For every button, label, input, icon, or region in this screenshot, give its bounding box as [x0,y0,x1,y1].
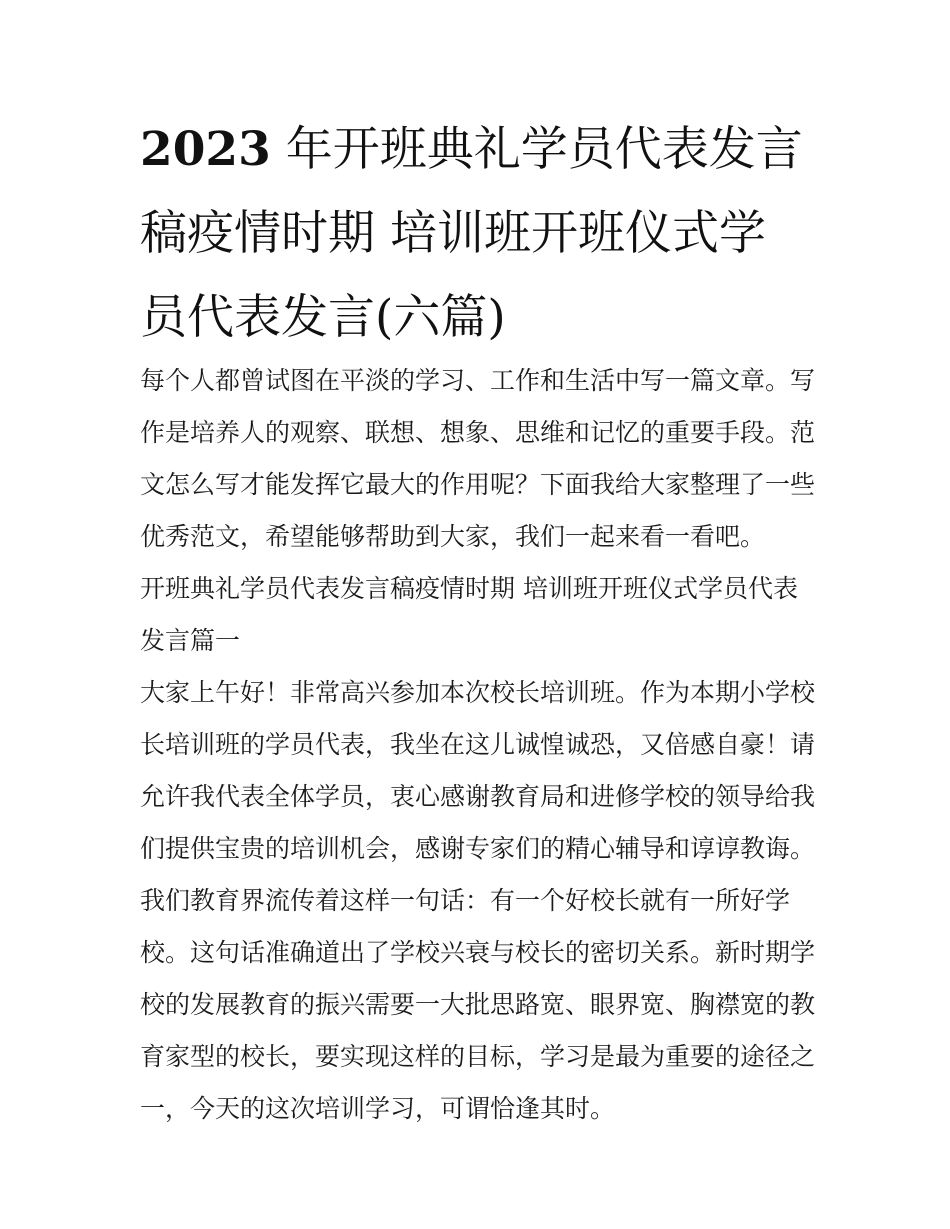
body-paragraph-1: 大家上午好！非常高兴参加本次校长培训班。作为本期小学校长培训班的学员代表，我坐在这儿诚惶诚恐，又倍感自豪！请允许我代表全体学员，衷心感谢教育局和进修学校的领导给我们提供宝贵的培训机会，感谢专家们的精心辅导和谆谆教诲。 [140,678,816,863]
intro-paragraph: 每个人都曾试图在平淡的学习、工作和生活中写一篇文章。写作是培养人的观察、联想、想象、思维和记忆的重要手段。范文怎么写才能发挥它最大的作用呢？下面我给大家整理了一些优秀范文，希望能够帮助到大家，我们一起来看一看吧。 [140,366,816,551]
document-title [140,108,820,360]
body-paragraph-2: 我们教育界流传着这样一句话：有一个好校长就有一所好学校。这句话准确道出了学校兴衰与校长的密切关系。新时期学校的发展教育的振兴需要一大批思路宽、眼界宽、胸襟宽的教育家型的校长，要实现这样的目标，学习是最为重要的途径之一，今天的这次培训学习，可谓恰逢其时。 [140,886,816,1123]
section-heading: 开班典礼学员代表发言稿疫情时期 培训班开班仪式学员代表发言篇一 [140,574,798,655]
title-line-3: 员代表发言(六篇) [140,290,506,345]
title-line-1: 2023 年开班典礼学员代表发言 [140,122,803,177]
title-line-2: 稿疫情时期 培训班开班仪式学 [140,206,766,261]
document-body [140,355,815,1135]
title-year: 2023 [140,122,271,177]
